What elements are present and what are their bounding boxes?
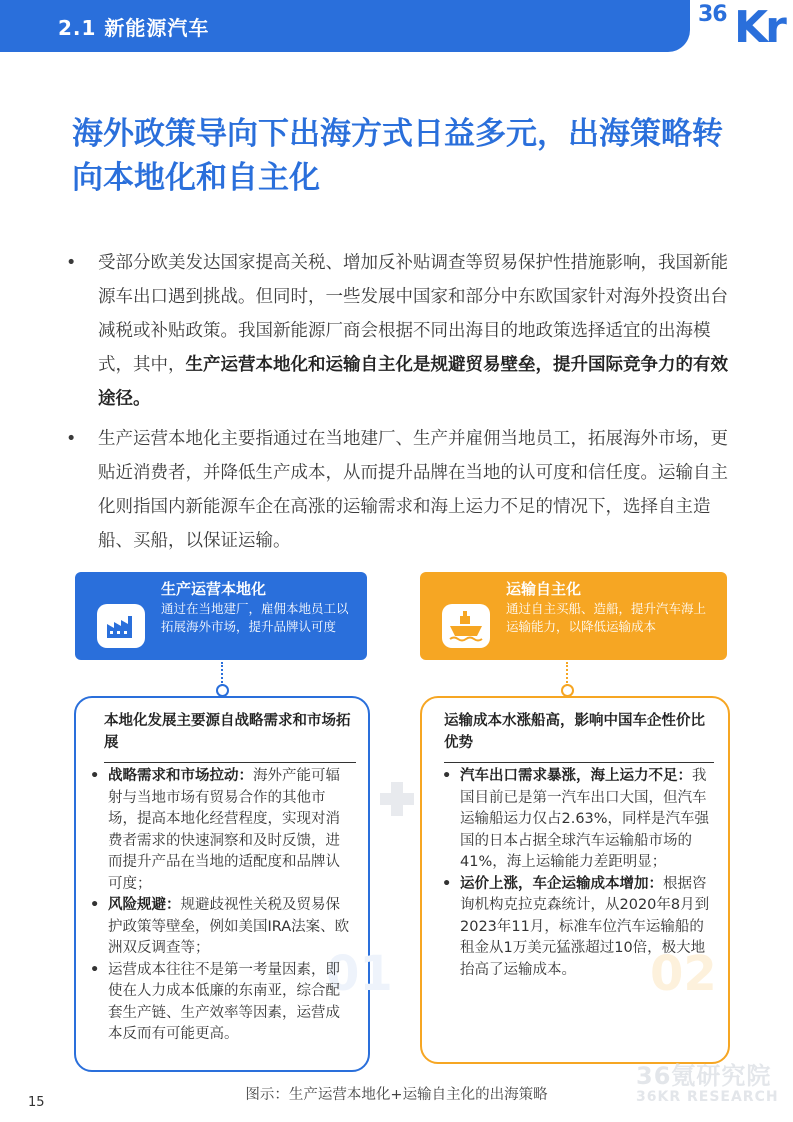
bullet-paragraph-2 — [66, 422, 736, 558]
list-marker: • — [442, 768, 452, 784]
list-item-text: 根据咨询机构克拉克森统计，从2020年8月到2023年11月，标准车位汽车运输船的租金从1万美元猛涨超过10倍，极大地抬高了运输成本。 — [460, 875, 710, 978]
page-title: 海外政策导向下出海方式日益多元，出海策略转向本地化和自主化 — [72, 116, 723, 196]
card-heading: 运输自主化 — [506, 580, 582, 598]
list-item — [442, 766, 718, 874]
figure-caption: 图示：生产运营本地化+运输自主化的出海策略 — [245, 1087, 548, 1103]
card-heading: 生产运营本地化 — [161, 580, 267, 598]
watermark-number: 01 — [326, 946, 393, 1002]
page-number: 15 — [28, 1095, 45, 1110]
ship-icon — [442, 604, 490, 648]
card-subtitle: 通过在当地建厂，雇佣本地员工以拓展海外市场，提升品牌认可度 — [161, 601, 349, 634]
36kr-logo — [698, 0, 793, 52]
list-item-text: 运营成本往往不是第一考量因素，即使在人力成本低廉的东南亚，综合配套生产链、生产效率等因素，运营成本反而有可能更高。 — [108, 961, 340, 1042]
section-title: 2.1 新能源汽车 — [58, 16, 210, 40]
factory-icon — [97, 604, 145, 648]
list-marker: • — [442, 875, 452, 892]
list-item-bold: 风险规避： — [108, 897, 181, 913]
card-body-list — [90, 766, 352, 1046]
bullet-bold-text: 生产运营本地化和运输自主化是规避贸易壁垒，提升国际竞争力的有效途径。 — [98, 355, 728, 409]
list-item-bold: 运价上涨，车企运输成本增加： — [460, 875, 663, 892]
list-item — [90, 960, 352, 1046]
bullet-paragraph-1 — [66, 246, 736, 416]
bullet-marker: • — [66, 253, 77, 273]
list-item — [90, 766, 352, 895]
list-item-bold: 汽车出口需求暴涨，海上运力不足： — [460, 768, 692, 784]
list-marker: • — [90, 897, 100, 913]
logo-number: 36 — [698, 2, 727, 27]
bullet-list — [66, 246, 736, 562]
card-body-title: 本地化发展主要源自战略需求和市场拓展 — [104, 710, 356, 763]
connector-line — [566, 662, 570, 686]
list-item-text: 海外产能可辐射与当地市场有贸易合作的其他市场，提高本地化经营程度，实现对消费者需求的快速洞察和及时反馈，进而提升产品在当地的适配度和品牌认可度； — [108, 768, 340, 892]
list-item — [442, 874, 718, 982]
card-header-transport — [420, 572, 727, 660]
card-body-transport — [420, 696, 730, 1064]
connector-line — [221, 662, 225, 686]
header-bar — [0, 0, 690, 52]
list-marker: • — [90, 961, 100, 978]
card-subtitle: 通过自主买船、造船，提升汽车海上运输能力，以降低运输成本 — [506, 601, 707, 634]
research-watermark-en: 36KR RESEARCH — [636, 1089, 779, 1105]
bullet-text: 受部分欧美发达国家提高关税、增加反补贴调查等贸易保护性措施影响，我国新能源车出口遇到挑战。但同时，一些发展中国家和部分中东欧国家针对海外投资出台减税或补贴政策。我国新能源厂商会根据不同出海目的地政策选择适宜的出海模式，其中， — [98, 253, 728, 375]
card-body-title: 运输成本水涨船高，影响中国车企性价比优势 — [444, 710, 714, 763]
card-header-localization — [75, 572, 367, 660]
logo-kr: Kr — [734, 2, 784, 53]
card-body-localization — [74, 696, 393, 1072]
plus-icon — [380, 782, 414, 816]
list-marker: • — [90, 768, 100, 784]
list-item-bold: 战略需求和市场拉动： — [108, 768, 253, 784]
list-item — [90, 895, 352, 960]
list-item-text: 我国目前已是第一汽车出口大国，但汽车运输船运力仅占2.63%，同样是汽车强国的日本占据全球汽车运输船市场的41%，海上运输能力差距明显； — [460, 768, 710, 870]
watermark-number: 02 — [650, 946, 717, 1002]
bullet-text: 生产运营本地化主要指通过在当地建厂、生产并雇佣当地员工，拓展海外市场，更贴近消费者，并降低生产成本，从而提升品牌在当地的认可度和信任度。运输自主化则指国内新能源车企在高涨的运输需求和海上运力不足的情况下，选择自主造船、买船，以保证运输。 — [98, 429, 728, 551]
bullet-marker: • — [66, 429, 77, 449]
list-item-text: 规避歧视性关税及贸易保护政策等壁垒，例如美国IRA法案、欧洲双反调查等； — [108, 897, 350, 956]
card-body-list — [442, 766, 718, 981]
research-watermark-cn: 36氪研究院 — [636, 1062, 772, 1090]
